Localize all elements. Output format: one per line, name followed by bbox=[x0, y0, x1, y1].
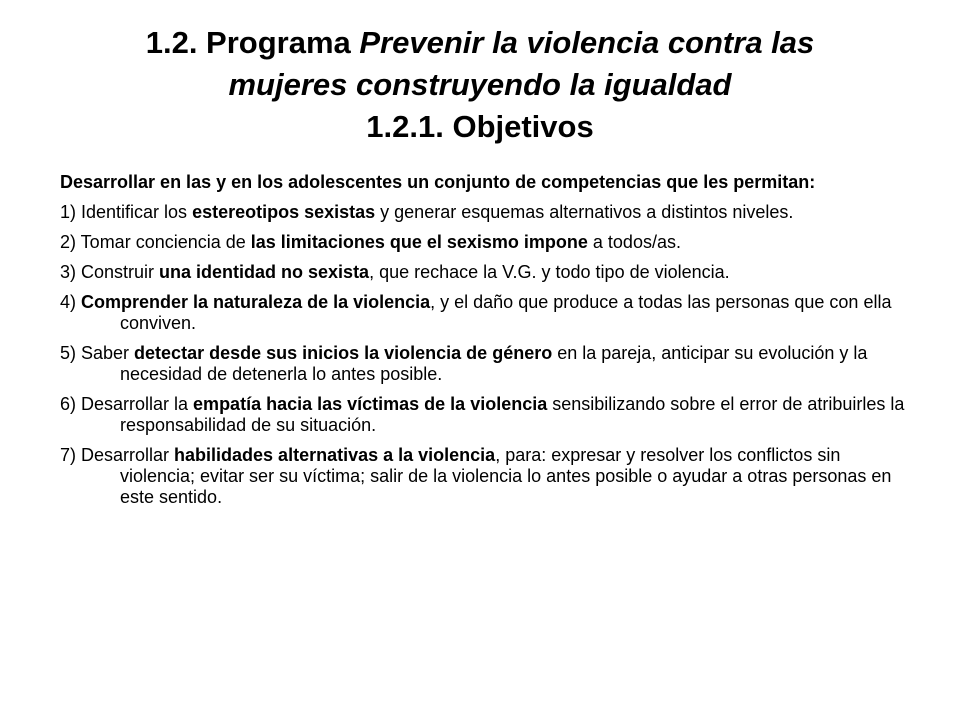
objective-text: 6) Desarrollar la bbox=[60, 394, 194, 414]
objective-text: y generar esquemas alternativos a distintos niveles. bbox=[375, 202, 794, 222]
title-italic-part-1: Prevenir la violencia contra las bbox=[359, 25, 815, 60]
objective-highlight: las limitaciones que el sexismo impone bbox=[250, 232, 588, 252]
objective-highlight: empatía hacia las víctimas de la violencia bbox=[193, 394, 548, 414]
objective-text: 2) Tomar conciencia de bbox=[60, 232, 251, 252]
objective-text: , y el daño que produce a todas las personas que con ella conviven. bbox=[120, 292, 892, 333]
objective-text: 1) Identificar los bbox=[60, 202, 193, 222]
objective-item-4 bbox=[60, 292, 905, 334]
objective-text: , para: expresar y resolver los conflictos sin violencia; evitar ser su víctima; salir de la violencia lo antes posible o ayudar a otras personas en este sentido. bbox=[120, 445, 892, 507]
title-italic-part-2: mujeres construyendo la igualdad bbox=[228, 67, 732, 102]
objective-text: sensibilizando sobre el error de atribuirles la responsabilidad de su situación. bbox=[120, 394, 905, 435]
objective-item-1 bbox=[60, 202, 905, 223]
title-line-2 bbox=[40, 64, 920, 106]
objective-highlight: una identidad no sexista bbox=[159, 262, 370, 282]
objective-text: en la pareja, anticipar su evolución y la necesidad de detenerla lo antes posible. bbox=[120, 343, 868, 384]
objective-highlight: detectar desde sus inicios la violencia de género bbox=[134, 343, 553, 363]
objective-text: 7) Desarrollar bbox=[60, 445, 175, 465]
objectives-intro: Desarrollar en las y en los adolescentes un conjunto de competencias que les permitan: bbox=[60, 172, 816, 192]
objective-text: 4) bbox=[60, 292, 82, 312]
slide-subtitle: 1.2.1. Objetivos bbox=[366, 109, 594, 144]
objective-item-3 bbox=[60, 262, 905, 283]
title-prefix: 1.2. Programa bbox=[145, 25, 360, 60]
objective-highlight: estereotipos sexistas bbox=[192, 202, 376, 222]
objective-item-6 bbox=[60, 394, 905, 436]
objective-highlight: habilidades alternativas a la violencia bbox=[174, 445, 496, 465]
objective-item-2 bbox=[60, 232, 905, 253]
objective-highlight: Comprender la naturaleza de la violencia bbox=[81, 292, 431, 312]
objective-text: 3) Construir bbox=[60, 262, 160, 282]
objective-item-5 bbox=[60, 343, 905, 385]
objective-text: , que rechace la V.G. y todo tipo de violencia. bbox=[369, 262, 730, 282]
objective-text: 5) Saber bbox=[60, 343, 135, 363]
objective-text: a todos/as. bbox=[587, 232, 681, 252]
objectives-body bbox=[60, 172, 905, 517]
objective-item-7 bbox=[60, 445, 905, 508]
title-line-1 bbox=[40, 22, 920, 64]
slide-title bbox=[40, 22, 920, 148]
